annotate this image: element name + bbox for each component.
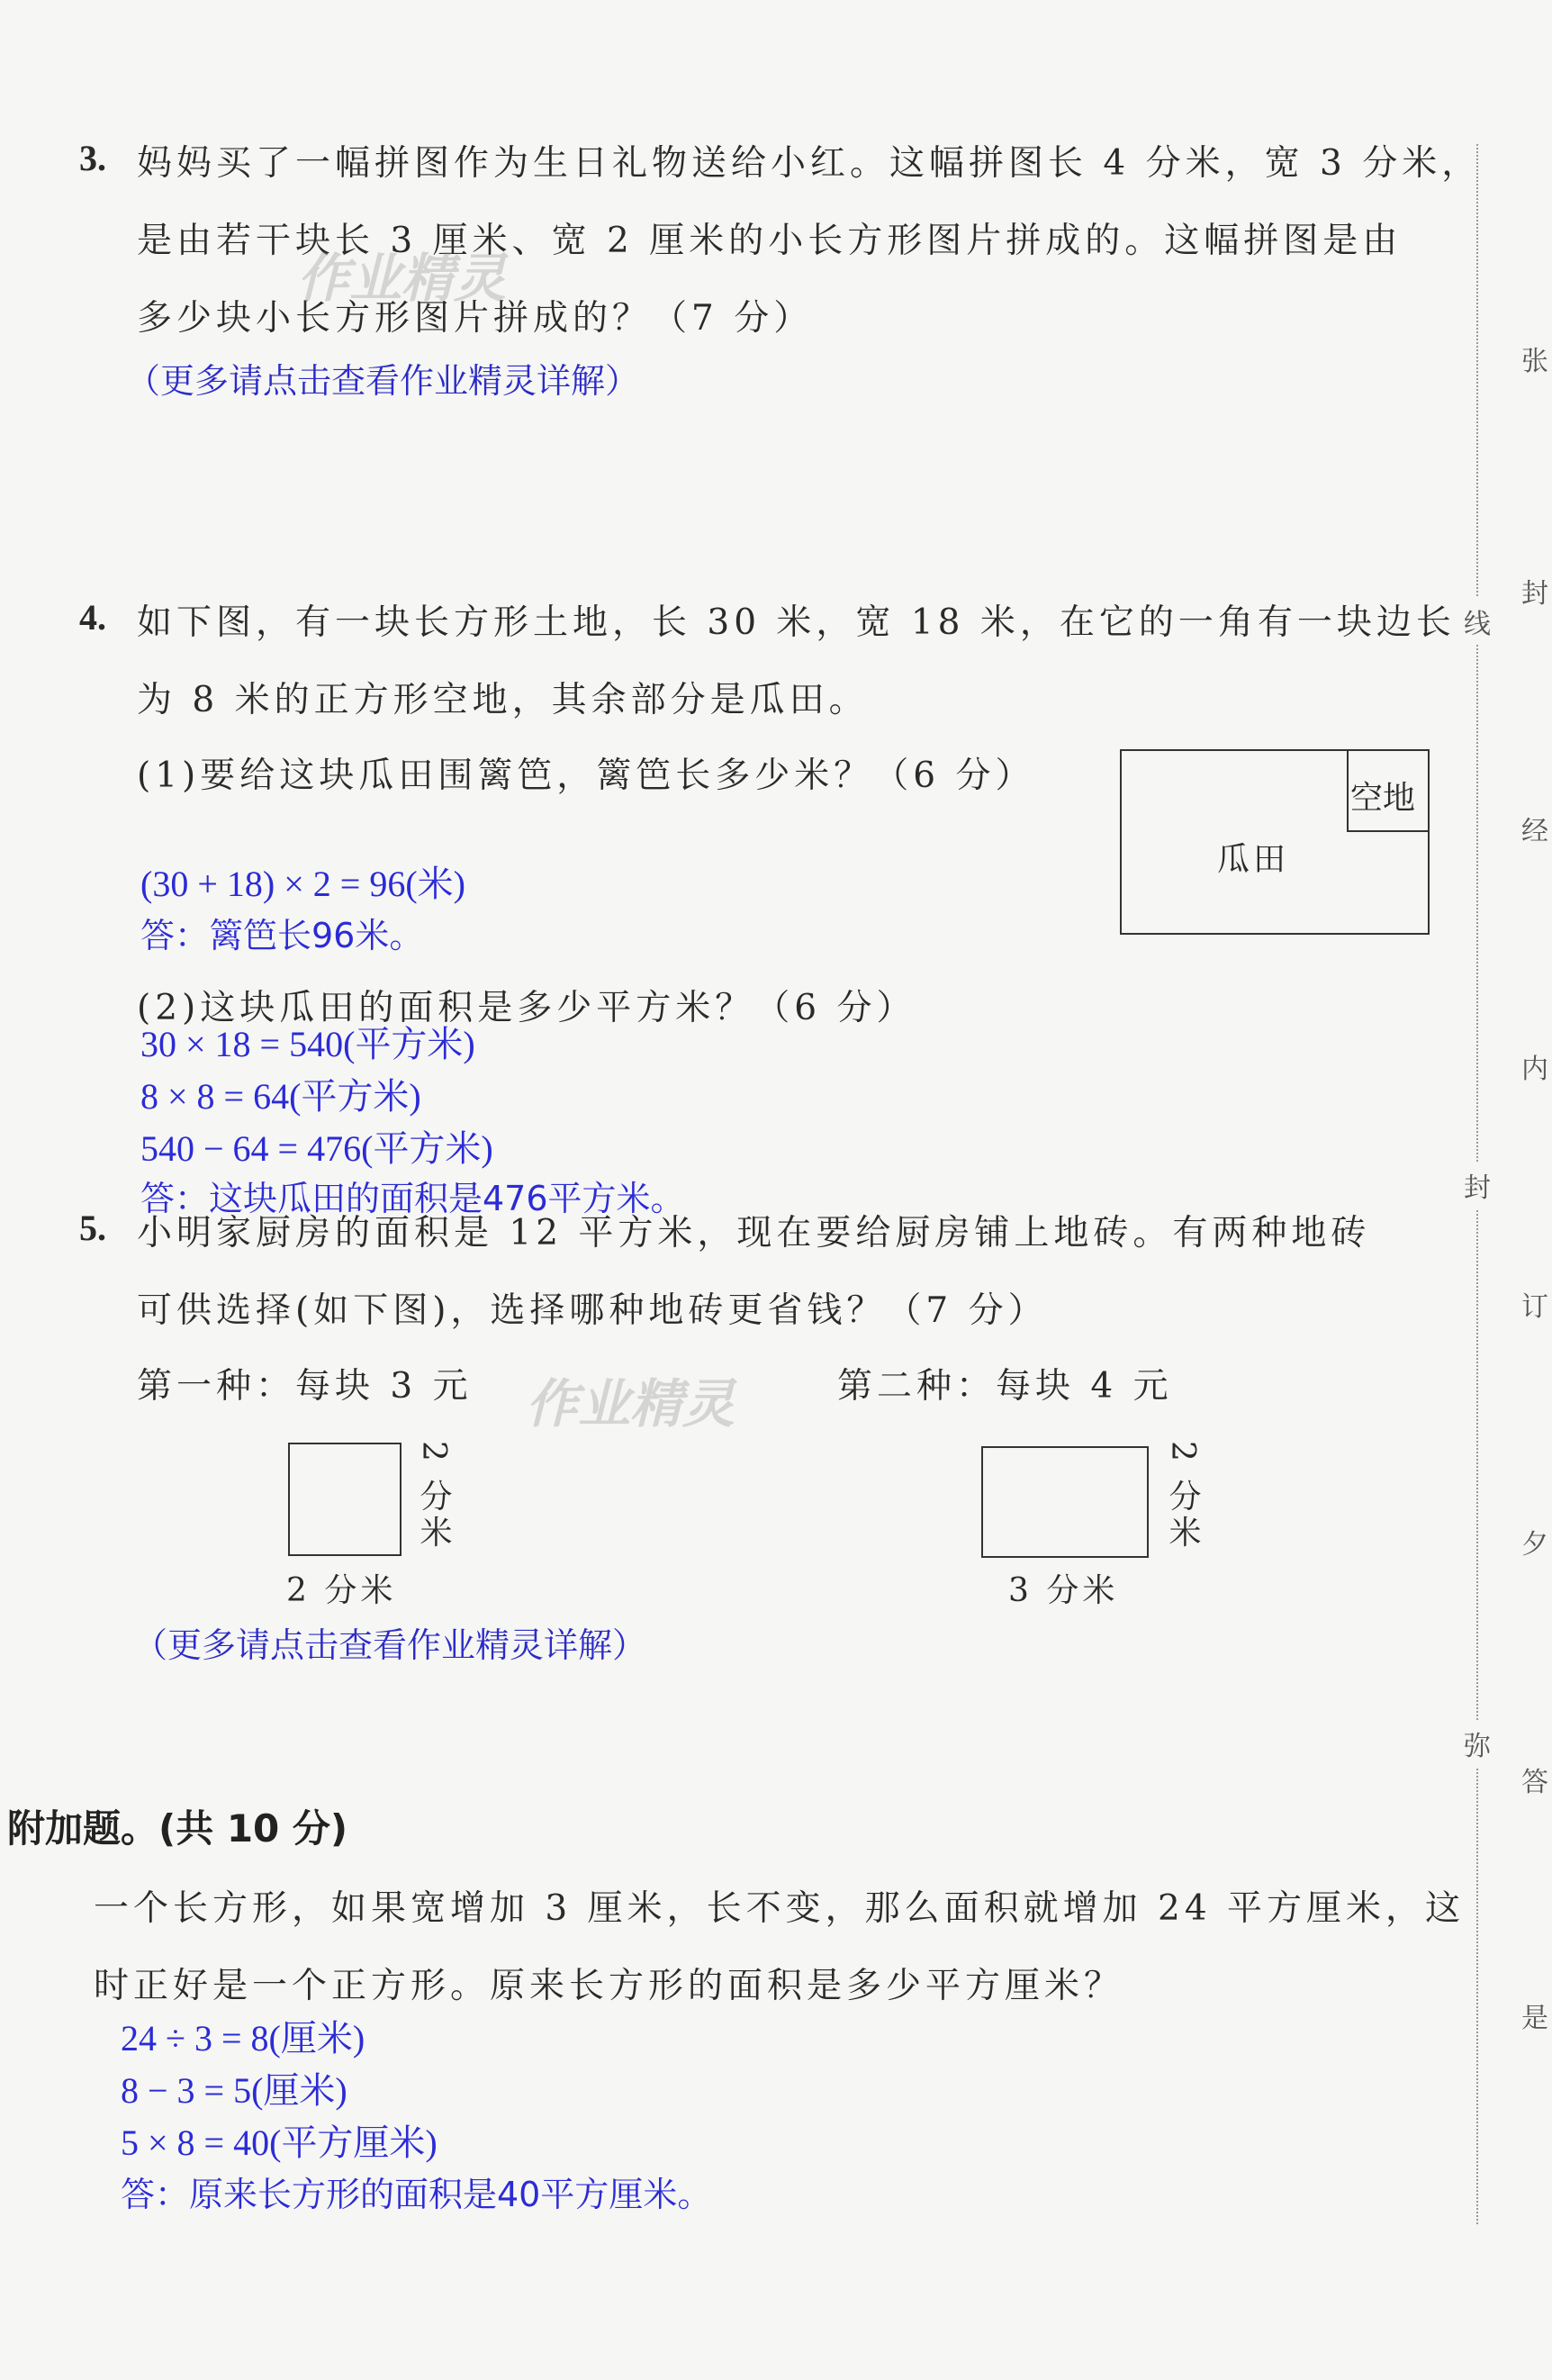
edge-char: 经 — [1521, 816, 1548, 847]
edge-char: 内 — [1521, 1054, 1548, 1085]
answer-line: 540 − 64 = 476(平方米) — [140, 1128, 493, 1169]
watermark: 作业精灵 — [526, 1373, 735, 1434]
binding-label-line: 线 — [1464, 598, 1491, 645]
binding-label-mi: 弥 — [1464, 1720, 1491, 1767]
q5-text-line2: 可供选择(如下图)，选择哪种地砖更省钱？（7 分） — [137, 1290, 1048, 1331]
answer-line: 答：这块瓜田的面积是476平方米。 — [140, 1179, 685, 1218]
question-number: 4. — [79, 597, 106, 638]
answer-line: 答：原来长方形的面积是40平方厘米。 — [121, 2175, 712, 2214]
tile1-square — [288, 1443, 402, 1556]
field-label: 瓜田 — [1217, 841, 1290, 878]
edge-char: 夕 — [1521, 1529, 1548, 1561]
tile1-side-label: 2 分米 — [415, 1441, 452, 1552]
answer-line: 5 × 8 = 40(平方厘米) — [121, 2122, 438, 2163]
detail-link[interactable]: （更多请点击查看作业精灵详解） — [133, 1625, 647, 1665]
answer-line: 答：篱笆长96米。 — [140, 916, 424, 955]
watermark: 作业精灵 — [297, 248, 507, 309]
empty-label: 空地 — [1350, 780, 1416, 817]
bonus-title: 附加题。(共 10 分) — [7, 1806, 348, 1851]
q3-text-line3: 多少块小长方形图片拼成的？（7 分） — [137, 298, 814, 339]
tile2-side-label: 2 分米 — [1164, 1441, 1201, 1552]
field-rectangle — [1120, 749, 1430, 935]
detail-link[interactable]: （更多请点击查看作业精灵详解） — [126, 361, 640, 401]
question-number: 5. — [79, 1208, 106, 1248]
answer-line: (30 + 18) × 2 = 96(米) — [140, 864, 465, 904]
tile2-bottom-label: 3 分米 — [1008, 1572, 1119, 1609]
question-number: 3. — [79, 138, 106, 178]
q4-text-line2: 为 8 米的正方形空地，其余部分是瓜田。 — [137, 680, 869, 720]
bonus-text-line2: 时正好是一个正方形。原来长方形的面积是多少平方厘米？ — [94, 1966, 1124, 2006]
q3-text-line2: 是由若干块长 3 厘米、宽 2 厘米的小长方形图片拼成的。这幅拼图是由 — [137, 221, 1403, 261]
q5-text-line1: 小明家厨房的面积是 12 平方米，现在要给厨房铺上地砖。有两种地砖 — [137, 1213, 1371, 1253]
answer-line: 24 ÷ 3 = 8(厘米) — [121, 2018, 365, 2059]
edge-char: 封 — [1521, 578, 1548, 610]
edge-char: 是 — [1521, 2003, 1548, 2034]
answer-line: 8 × 8 = 64(平方米) — [140, 1076, 421, 1117]
answer-line: 30 × 18 = 540(平方米) — [140, 1024, 475, 1064]
answer-line: 8 − 3 = 5(厘米) — [121, 2070, 347, 2111]
tile1-title: 第一种：每块 3 元 — [137, 1366, 473, 1407]
tile2-rectangle — [981, 1446, 1149, 1558]
q3-text-line1: 妈妈买了一幅拼图作为生日礼物送给小红。这幅拼图长 4 分米，宽 3 分米， — [137, 143, 1482, 184]
binding-label-seal: 封 — [1464, 1162, 1491, 1208]
bonus-text-line1: 一个长方形，如果宽增加 3 厘米，长不变，那么面积就增加 24 平方厘米，这 — [94, 1888, 1466, 1929]
q4-subquestion-2: (2)这块瓜田的面积是多少平方米？（6 分） — [137, 988, 916, 1028]
empty-square — [1347, 749, 1430, 832]
tile1-bottom-label: 2 分米 — [286, 1572, 397, 1609]
tile2-title: 第二种：每块 4 元 — [837, 1366, 1173, 1407]
q4-subquestion-1: (1)要给这块瓜田围篱笆，篱笆长多少米？（6 分） — [137, 756, 1035, 796]
q4-text-line1: 如下图，有一块长方形土地，长 30 米，宽 18 米，在它的一角有一块边长 — [137, 602, 1456, 643]
edge-char: 答 — [1521, 1767, 1548, 1798]
edge-char: 订 — [1521, 1291, 1548, 1323]
edge-char: 张 — [1521, 346, 1548, 377]
